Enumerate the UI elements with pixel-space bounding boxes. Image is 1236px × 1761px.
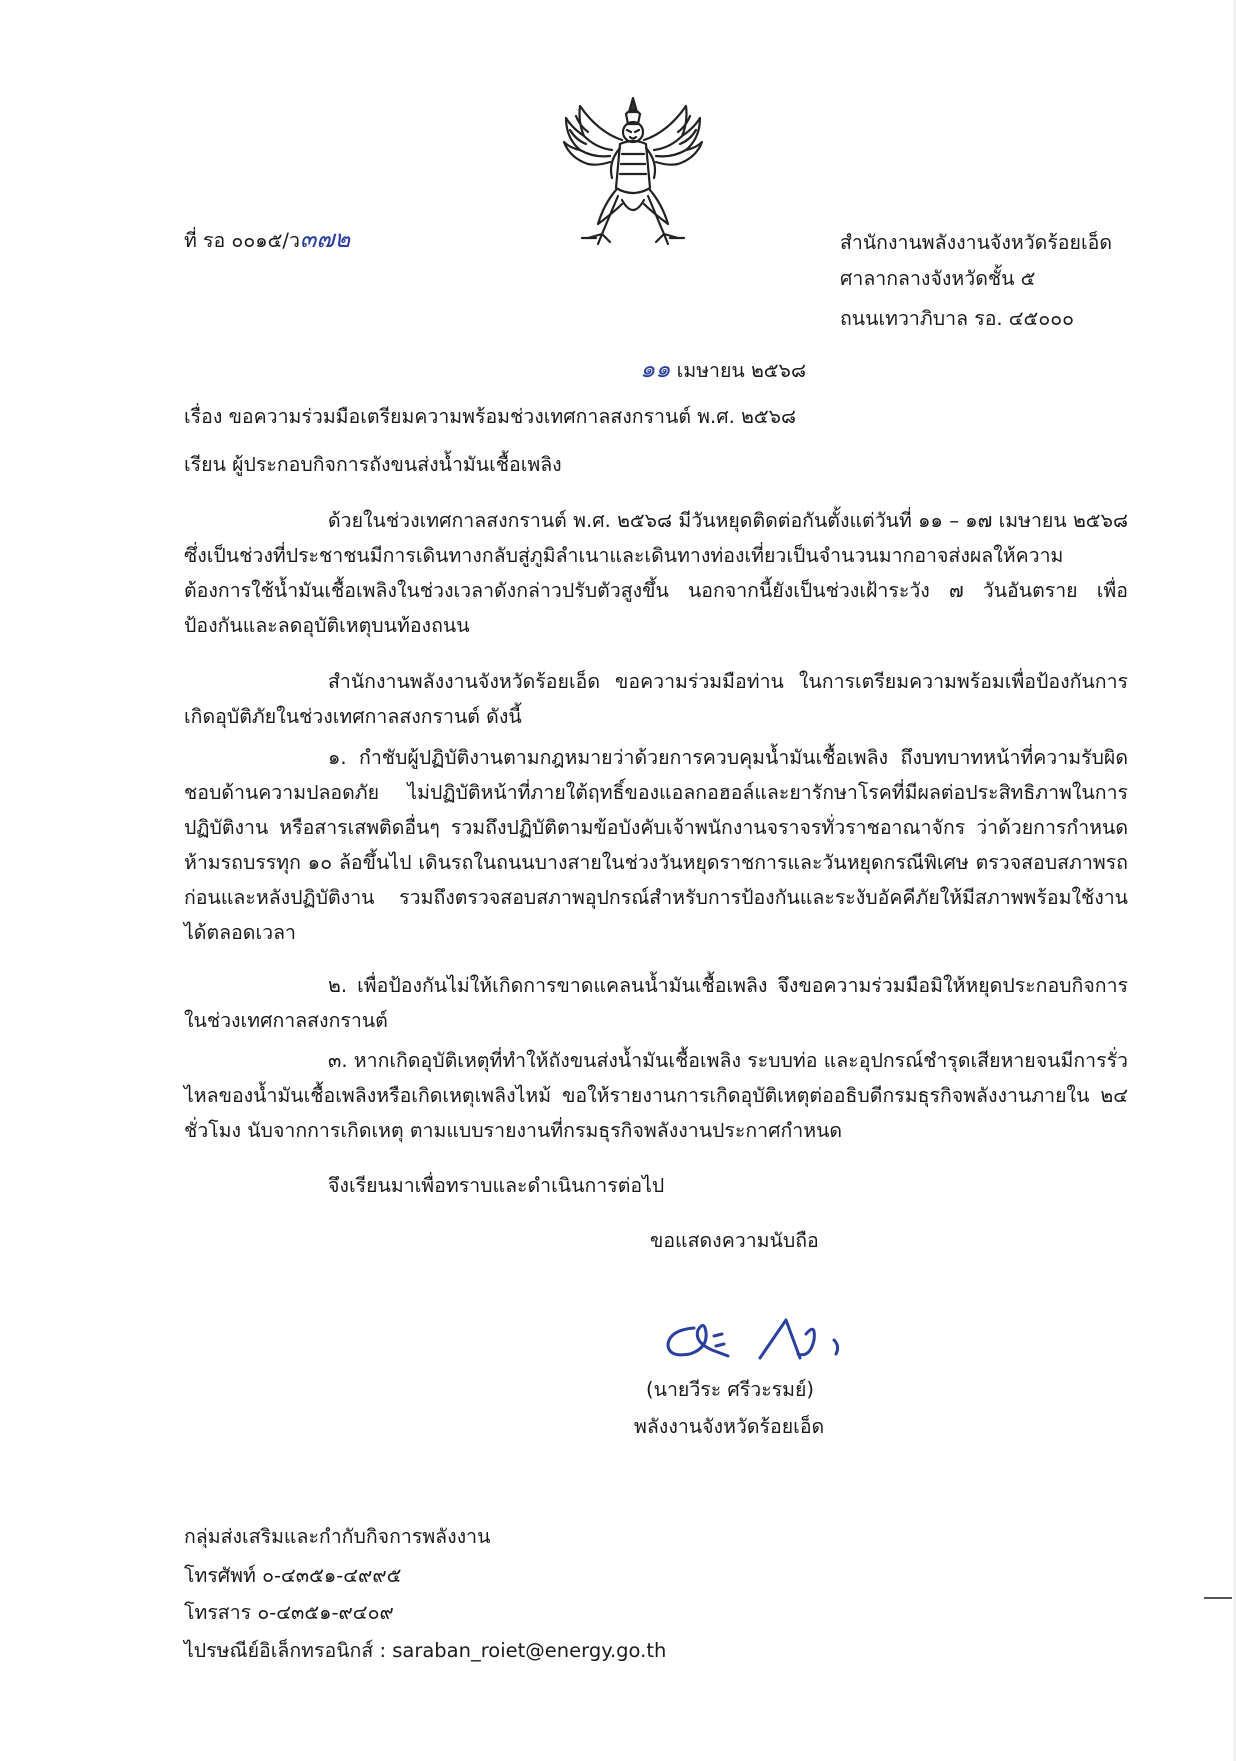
contact-phone: โทรศัพท์ ๐-๔๓๕๑-๔๙๙๕: [184, 1564, 402, 1587]
sender-address-line2: ศาลากลางจังหวัดชั้น ๕: [840, 267, 1036, 290]
letter-date: [640, 352, 806, 388]
garuda-emblem-icon: [558, 92, 708, 250]
scan-mark: [1204, 1597, 1232, 1599]
sender-address-line3: ถนนเทวาภิบาล รอ. ๔๕๐๐๐: [840, 307, 1075, 330]
closing-line: จึงเรียนมาเพื่อทราบและดำเนินการต่อไป: [328, 1174, 665, 1197]
sign-off: ขอแสดงความนับถือ: [650, 1229, 819, 1252]
body-paragraph-2: สำนักงานพลังงานจังหวัดร้อยเอ็ด ขอความร่วมมือท่าน ในการเตรียมความพร้อมเพื่อป้องกันการเกิดอุบัติภัยในช่วงเทศกาลสงกรานต์ ดังนี้: [184, 670, 1128, 728]
list-item-2: ๒. เพื่อป้องกันไม่ให้เกิดการขาดแคลนน้ำมันเชื้อเพลิง จึงขอความร่วมมือมิให้หยุดประกอบกิจการในช่วงเทศกาลสงกรานต์: [184, 974, 1128, 1032]
document-number: [184, 222, 350, 258]
date-handwritten-day: ๑๑: [640, 355, 671, 383]
body-paragraph-1: ด้วยในช่วงเทศกาลสงกรานต์ พ.ศ. ๒๕๖๘ มีวันหยุดติดต่อกันตั้งแต่วันที่ ๑๑ – ๑๗ เมษายน ๒๕๖๘ ซึ่งเป็นช่วงที่ประชาชนมีการเดินทางกลับสู่ภูมิลำเนาและเดินทางท่องเที่ยวเป็นจำนวนมากอาจส่งผลให้ความต้องการใช้น้ำมันเชื้อเพลิงในช่วงเวลาดังกล่าวปรับตัวสูงขึ้น นอกจากนี้ยังเป็นช่วงเฝ้าระวัง ๗ วันอันตราย เพื่อป้องกันและลดอุบัติเหตุบนท้องถนน: [184, 509, 1128, 637]
list-item-1: ๑. กำชับผู้ปฏิบัติงานตามกฎหมายว่าด้วยการควบคุมน้ำมันเชื้อเพลิง ถึงบทบาทหน้าที่ความรับผิดชอบด้านความปลอดภัย ไม่ปฏิบัติหน้าที่ภายใต้ฤทธิ์ของแอลกอฮอล์และยารักษาโรคที่มีผลต่อประสิทธิภาพในการปฏิบัติงาน หรือสารเสพติดอื่นๆ รวมถึงปฏิบัติตามข้อบังคับเจ้าพนักงานจราจรทั่วราชอาณาจักร ว่าด้วยการกำหนดห้ามรถบรรทุก ๑๐ ล้อขึ้นไป เดินรถในถนนบางสายในช่วงวันหยุดราชการและวันหยุดกรณีพิเศษ ตรวจสอบสภาพรถก่อนและหลังปฏิบัติงาน รวมถึงตรวจสอบสภาพอุปกรณ์สำหรับการป้องกันและระงับอัคคีภัยให้มีสภาพพร้อมใช้งานได้ตลอดเวลา: [184, 746, 1128, 944]
recipient-line: เรียน ผู้ประกอบกิจการถังขนส่งน้ำมันเชื้อเพลิง: [184, 453, 562, 476]
contact-email: ไปรษณีย์อิเล็กทรอนิกส์ : saraban_roiet@energy.go.th: [184, 1639, 667, 1662]
contact-unit: กลุ่มส่งเสริมและกำกับกิจการพลังงาน: [184, 1525, 491, 1548]
sender-address-line1: สำนักงานพลังงานจังหวัดร้อยเอ็ด: [840, 231, 1112, 254]
signer-name: (นายวีระ ศรีวะรมย์): [646, 1378, 815, 1401]
contact-fax: โทรสาร ๐-๔๓๕๑-๙๔๐๙: [184, 1601, 394, 1624]
date-month-year: เมษายน ๒๕๖๘: [676, 359, 806, 382]
subject-line: เรื่อง ขอความร่วมมือเตรียมความพร้อมช่วงเทศกาลสงกรานต์ พ.ศ. ๒๕๖๘: [184, 405, 797, 428]
list-item-3: ๓. หากเกิดอุบัติเหตุที่ทำให้ถังขนส่งน้ำมันเชื้อเพลิง ระบบท่อ และอุปกรณ์ชำรุดเสียหายจนมีการรั่วไหลของน้ำมันเชื้อเพลิงหรือเกิดเหตุเพลิงไหม้ ขอให้รายงานการเกิดอุบัติเหตุต่ออธิบดีกรมธุรกิจพลังงานภายใน ๒๔ ชั่วโมง นับจากการเกิดเหตุ ตามแบบรายงานที่กรมธุรกิจพลังงานประกาศกำหนด: [184, 1049, 1128, 1142]
document-number-handwritten: ๓๗๒: [299, 225, 351, 253]
signer-position: พลังงานจังหวัดร้อยเอ็ด: [634, 1415, 825, 1438]
signature-mark: [650, 1300, 870, 1380]
document-number-prefix: ที่ รอ ๐๐๑๕/ว: [184, 229, 300, 252]
